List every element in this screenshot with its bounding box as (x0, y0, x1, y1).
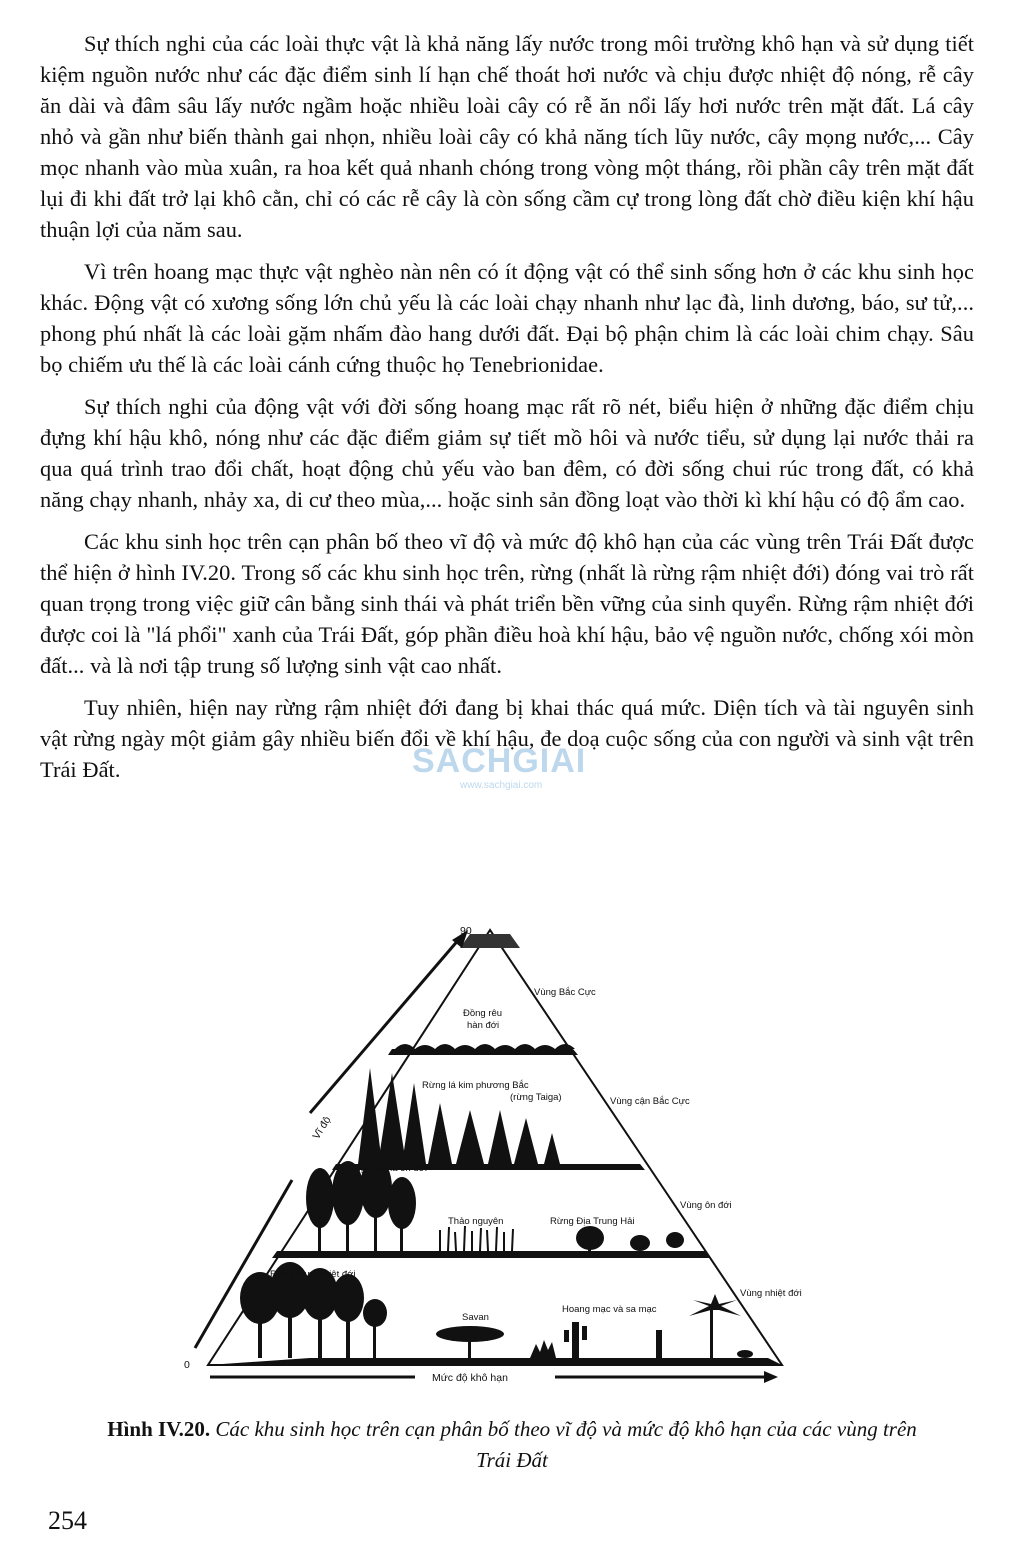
biome-label-tundra-2: hàn đới (467, 1020, 500, 1031)
latitude-max-label: 90 (460, 925, 472, 937)
latitude-axis-label: Vĩ độ (310, 1114, 334, 1142)
figure-caption-text: Các khu sinh học trên cạn phân bố theo vĩ độ và mức độ khô hạn của các vùng trên Trái Đất (215, 1417, 917, 1472)
figure-caption (100, 1414, 924, 1476)
body-text (40, 28, 974, 796)
biome-label-mediterranean: Rừng Địa Trung Hải (550, 1216, 635, 1227)
biome-label-taiga-1: Rừng lá kim phương Bắc (422, 1080, 529, 1091)
ground-band-arctic (388, 1049, 578, 1055)
zone-label-tropical: Vùng nhiệt đới (740, 1288, 802, 1299)
steppe-grass (440, 1226, 513, 1251)
biome-label-steppe: Thảo nguyên (448, 1216, 504, 1227)
dryness-axis-label: Mức độ khô hạn (432, 1372, 508, 1384)
ground-band-temperate (272, 1251, 710, 1258)
figure-number: Hình IV.20. (107, 1417, 211, 1441)
biome-label-temperate-forest: Rừng rụng lá ôn đới (342, 1163, 427, 1174)
biome-pyramid-figure (170, 918, 850, 1393)
savanna-vegetation (436, 1326, 556, 1358)
zone-label-subarctic: Vùng cận Bắc Cực (610, 1096, 690, 1107)
watermark-logo-text: SACHGIAI (412, 742, 587, 780)
biome-pyramid-diagram (170, 918, 850, 1393)
watermark-url: www.sachgiai.com (460, 780, 543, 791)
paragraph-plant-adaptation: Sự thích nghi của các loài thực vật là khả năng lấy nước trong môi trường khô hạn và sử dụng tiết kiệm nguồn nước như các đặc điểm sinh lí hạn chế thoát hơi nước và chịu được nhiệt độ nóng, rễ cây ăn dài và đâm sâu lấy nước ngầm hoặc nhiều loài cây có rễ ăn nổi lấy hơi nước trên mặt đất. Lá cây nhỏ và gần như biến thành gai nhọn, nhiều loài cây có khả năng tích lũy nước, cây mọng nước,... Cây mọc nhanh vào mùa xuân, ra hoa kết quả nhanh chóng trong vòng một tháng, rồi phần cây trên mặt đất lụi đi khi đất trở lại khô cằn, chỉ có các rễ cây là còn sống cầm cự trong lòng đất chờ điều kiện khí hậu thuận lợi của năm sau. (40, 31, 974, 242)
latitude-zero-label: 0 (184, 1359, 190, 1371)
biome-label-tundra-1: Đồng rêu (463, 1008, 503, 1019)
biome-label-desert: Hoang mạc và sa mạc (562, 1304, 657, 1315)
paragraph-rainforest-threat: Tuy nhiên, hiện nay rừng rậm nhiệt đới đang bị khai thác quá mức. Diện tích và tài nguyên sinh vật rừng ngày một giảm gây nhiều biến đổi về khí hậu, đe doạ cuộc sống của con người và sinh vật trên Trái Đất. (40, 695, 974, 782)
page-number: 254 (48, 1506, 87, 1535)
mediterranean-vegetation (576, 1226, 684, 1251)
paragraph-desert-animals: Vì trên hoang mạc thực vật nghèo nàn nên có ít động vật có thể sinh sống hơn ở các khu sinh học khác. Động vật có xương sống lớn chủ yếu là các loài chạy nhanh như lạc đà, linh dương, báo, sư tử,... phong phú nhất là các loài gặm nhấm đào hang dưới đất. Đại bộ phận chim là các loài chim chạy. Sâu bọ chiếm ưu thế là các loài cánh cứng thuộc họ Tenebrionidae. (40, 259, 974, 377)
ground-band-tropical (208, 1358, 782, 1365)
paragraph-animal-adaptation: Sự thích nghi của động vật với đời sống hoang mạc rất rõ nét, biểu hiện ở những đặc điểm chịu đựng khí hậu khô, nóng như các đặc điểm giảm sự tiết mồ hôi và nước tiểu, sử dụng lại nước thải ra qua quá trình trao đổi chất, hoạt động chủ yếu vào ban đêm, có đời sống chui rúc trong đất, có khả năng chạy nhanh, nhảy xa, di cư theo mùa,... hoặc sinh sản đồng loạt vào thời kì khí hậu có độ ẩm cao. (40, 394, 974, 512)
biome-label-savanna: Savan (462, 1312, 489, 1323)
zone-label-temperate: Vùng ôn đới (680, 1200, 732, 1211)
paragraph-biome-distribution: Các khu sinh học trên cạn phân bố theo vĩ độ và mức độ khô hạn của các vùng trên Trái Đất được thể hiện ở hình IV.20. Trong số các khu sinh học trên, rừng (nhất là rừng rậm nhiệt đới) đóng vai trò rất quan trọng trong việc giữ cân bằng sinh thái và phát triển bền vững của sinh quyển. Rừng rậm nhiệt đới được coi là "lá phổi" xanh của Trái Đất, góp phần điều hoà khí hậu, bảo vệ nguồn nước, chống xói mòn đất... và là nơi tập trung số lượng sinh vật cao nhất. (40, 529, 974, 678)
zone-label-arctic: Vùng Bắc Cực (534, 987, 596, 998)
tundra-vegetation (395, 1044, 575, 1049)
biome-label-rainforest: Rừng mưa nhiệt đới (270, 1269, 356, 1280)
biome-label-taiga-2: (rừng Taiga) (510, 1092, 562, 1103)
